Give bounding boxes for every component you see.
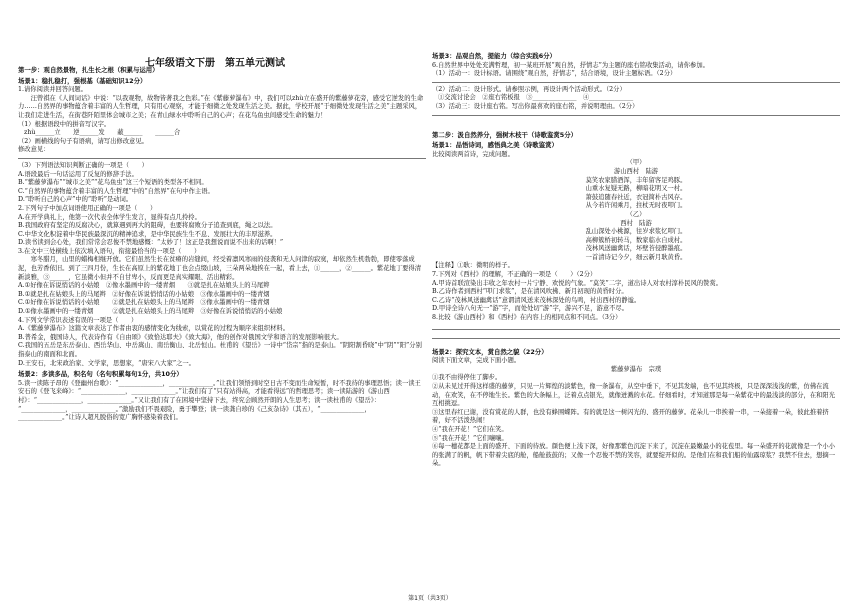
q6-sub2: （2）活动二：设计形式。请参照示例，再设计两个活动形式。（2分）	[432, 85, 626, 93]
q1-sub2: （2）画横线的句子有语病，请写出修改意见。	[18, 137, 148, 145]
page-title: 七年级语文下册 第五单元测试	[145, 58, 285, 69]
poem-line: 山重水复疑无路，柳暗花明又一村。	[585, 185, 687, 193]
q2-option-c: C.中华文化积淀着中华民族最深沉的精神追求，是中华民族生生不息、发展壮大的丰厚滋养。	[18, 230, 277, 238]
q3-stem: 3.在文中三处横线上依次填入语句，衔接最恰当的一项是（ ）	[18, 247, 201, 255]
poem-intro: 比较阅读两首诗，完成问题。	[432, 150, 514, 158]
q1-sub1: （1）根据语段中的拼音写汉字。	[18, 120, 111, 128]
poem-line: 茂林风送幽禽话，坏壁苔侵醉墨痕。	[585, 245, 687, 253]
poem-line: 高柳簇桥初转马，数家临水自成村。	[585, 236, 687, 244]
q5-text-continued: “______________，______________。”激励我们不畏艰险，勇于攀登；读一读龚自珍的《己亥杂诗》（其五），“______________，______________。”让诗人超凡脱俗的宽广胸怀感染着我们。	[18, 405, 371, 422]
q1-paragraph: 汪曾祺在《人间词话》中说：“以我观物，故物皆著我之色彩。”在《紫藤萝瀑布》中，我们可以zhù立在盛开的紫藤萝花旁，感受它逆发的生命力……自然界的事物蕴含着丰富的人生哲理，只有用心观察，才能于细微之处发现生活之美。据此，学校开展“于细微处发现生活之美”主题采风，让我们走进生活，在街巷阡陌里体会城市之美；在青山绿水中聆听自己的心声；在花鸟鱼虫间感受生命的魅力！	[18, 94, 424, 119]
q6-sub3: （3）活动三：设计座右铭。写出你最喜欢的座右铭，并说明理由。（2分）	[432, 102, 639, 110]
q4-stem: 4.下列文学常识表述有误的一项是（ ）	[18, 316, 138, 324]
poem-line: 一首清诗记今夕，细云新月耿黄昏。	[585, 253, 687, 261]
q6-stem: 6.自然世界中处处充满哲理，初一某班开展“观自然，抒情志”为主题的座右铭收集活动，请你参加。	[432, 61, 709, 69]
q7-option-d: D.甲诗全诗八句无一“游”字，而处处切“游”字，游兴不足，游意不尽。	[432, 305, 629, 313]
q3-option-row: A.①好像在诉说悄话的小姑娘 ②像水墨画中的一缕青烟 ③就是扎在姑娘头上的马尾辫	[18, 282, 270, 290]
q1-3-option-a: A.语段最后一句话运用了反复的修辞手法。	[18, 170, 138, 178]
q4-option-c: C.我国的五岳是东岳泰山、西岳华山、中岳嵩山、南岳衡山、北岳恒山。杜甫的《望岳》一诗中“岱宗”指的是泰山。“阴阳割昏晓”中“阴”“阳”分别指泰山的南面和北面。	[18, 342, 422, 358]
poem2-label: （乙）	[626, 210, 646, 218]
poetry-scene-heading: 场景1：品悟诗词，感悟典之美（诗歌鉴赏）	[432, 141, 558, 150]
q7-option-b: B.乙诗作者到西村“叩门求浆”，是在清风吹拂、新月初现的黄昏时分。	[432, 288, 628, 296]
article-paragraph: ②从未见过开得这样盛的藤萝，只见一片辉煌的淡紫色，像一条瀑布，从空中垂下，不见其发端，也不见其终极，只是深深浅浅的紫，仿佛在流动，在欢笑，在不停地生长。紫色的大条幅上，泛着点点银光，就像迸溅的水花。仔细看时，才知道那是每一朵紫花中的最浅淡的部分，在和阳光互相挑逗。	[432, 383, 835, 408]
article-paragraph: ①我不由得停住了脚步。	[432, 374, 502, 382]
q7-option-a: A.甲诗首联渲染出丰收之年农村一片宁静、欢悦的气象。“莫笑”二字，道出诗人对农村淳朴民风的赞赏。	[432, 279, 723, 287]
poem-line: 莫笑农家腊酒浑，丰年留客足鸡豚。	[585, 176, 687, 184]
reading-scene-heading: 场景2：探究文本，赏自然之貌（22分）	[432, 347, 548, 356]
poem2-title: 西村 陆游	[620, 219, 652, 227]
step1-heading: 第一步：观自然景物，扎生长之根（积累与运用）	[18, 66, 159, 74]
q1-sub3: （3）下列语法知识判断正确的一项是（ ）	[18, 161, 148, 169]
right-column	[432, 50, 840, 469]
q6-options: ①交流讨论会 ②座右铭板报 ③______________ ④______________	[438, 94, 634, 102]
q2-option-a: A.在开学典礼上，他第一次代表全体学生发言，显得有点几拎拎。	[18, 213, 201, 221]
poem1-label: （甲）	[626, 159, 646, 167]
poem-line: 从今若许闲乘月，拄杖无时夜叩门。	[585, 202, 687, 210]
q8-stem: 8.比较《游山西村》和《西村》在内容上的相同点和不同点。（3分）	[432, 314, 622, 322]
q4-option-b: B.普希金，俄国诗人，代表诗作有《自由颂》《致恰达耶夫》《致大海》，他的创作对俄国文学和语言的发展影响很大。	[18, 333, 343, 341]
poem-note: 【注释】①耿：微明的样子。	[432, 262, 514, 270]
left-column	[18, 64, 426, 423]
pinyin-blanks: zhù______立 逆______发 蔽______ ______合	[24, 129, 181, 137]
scene2-heading: 场景2：多读多品，积名句（名句积累每句1分，共10分）	[18, 370, 183, 379]
q7-stem: 7.下列对《西村》的理解，不正确的一项是（ ）（2分）	[432, 271, 597, 279]
q1-3-option-d: D.“聆听自己的心声”中的“聆听”是动词。	[18, 196, 133, 204]
poem1-title: 游山西村 陆游	[613, 167, 659, 175]
article-paragraph: ③这里春红已谢，没有赏花的人群，也没有蜂围蝶阵。有的就是这一树闪光的、盛开的藤萝。花朵儿一串挨着一串，一朵接着一朵，彼此推着挤着，好不活泼热闹！	[432, 408, 829, 425]
q1-3-option-c: C.“自然界的事物蕴含着丰富的人生哲理”中的“自然界”在句中作主语。	[18, 187, 214, 195]
q1-3-option-b: B.“紫藤萝瀑布”“城市之美”“花鸟鱼虫”这三个短语的类型各不相同。	[18, 179, 208, 187]
step2-heading: 第二步：汲自然养分，强树木枝干（诗歌鉴赏5分）	[432, 130, 578, 139]
scene3-heading: 场景3：品观自然，提能力（综合实践6分）	[432, 52, 556, 60]
q3-option-row: B.①就是扎在姑娘头上的马尾辫 ②好像在诉说悄悄话的小姑娘 ③像水墨画中的一缕青烟	[18, 290, 270, 298]
scene1-heading: 场景1：稳扎稳打，强根基（基础知识12分）	[18, 76, 147, 85]
q4-option-a: A.《紫藤萝瀑布》这篇文章表达了作者由衷的感情变化为线索，以赏花的过程为顺序来组织材料。	[18, 325, 290, 333]
fix-line: 修改意见：	[18, 146, 50, 154]
q2-stem: 2.下列句子中加点词语使用正确的一项是（ ）	[18, 204, 157, 212]
q7-option-c: C.乙诗“茂林风送幽禽话”意谓清风送来茂林深处的鸟鸣，衬出西村的静谧。	[432, 296, 641, 304]
article-paragraph: ⑥每一穗花都是上面的盛开、下面的待放。颜色便上浅下深，好像那紫色沉淀下来了，沉淀在最嫩最小的花苞里。每一朵盛开的花就像是一个小小的张满了的帆，帆下带着尖底的舱，船舱鼓鼓的；又像一个忍俊不禁的笑容，就要绽开似的。是他们在和我们船的仙露琼浆？我禁不住去，想摘一朵。	[432, 443, 835, 468]
page-footer: 第1页（共3页）	[408, 595, 452, 602]
q1-intro: 1.请你阅读并回答问题。	[18, 86, 87, 94]
poem-line: 乱山深处小桃源，往岁求浆忆叩门。	[585, 228, 687, 236]
q6-sub1: （1）活动一：设计标语。请围绕“观自然，抒情志”，结合语境，设计主题标语。（2分）	[432, 70, 677, 78]
reading-intro: 阅读下面文章，完成下面小题。	[432, 357, 521, 365]
answer-line	[432, 329, 840, 332]
article-title: 紫藤萝瀑布 宗璞	[610, 365, 662, 373]
article-paragraph: ④“我在开花！”它们在笑。	[432, 425, 508, 433]
q2-option-b: B.我国政府有坚定的反腐决心，就算遇到再大的阻碍，也要将腐败分子追查到底，绳之以法。	[18, 222, 277, 230]
q3-option-row: D.①像水墨画中的一缕青烟 ②就是扎在姑娘头上的马尾辫 ③好像在诉说悄悄话的小姑娘	[18, 308, 283, 316]
poem-line: 箫鼓追随春社近，衣冠简朴古风存。	[585, 193, 687, 201]
q4-option-d: D.王安石，北宋政治家、文学家，思想家，“唐宋八大家”之一。	[18, 359, 195, 367]
q5-text: 5.读一读陈子昂的《登幽州台歌》：“______________，______________。”让我们领悟到时空日古不变而生命短暂，时不我待的事理思悟；读一读王安石的《登飞来峰》：“______________，______________。”让我们有了“只有站得高，才能看得远”的哲理思考；读一读陆游的《游山西村》：“______________，______________。”又让我们有了在困境中坚持下去，终究会顾然开朗的人生思考；读一读杜甫的《望岳》：	[18, 379, 421, 404]
q3-text: 寒冬腊月，山里的蜡梅相继开放。它们虽然生长在贫瘠的岩缝间，经受着凛风寒雨的侵袭和无人问津的寂寞，却依然生机勃勃，即使零落成泥，也芳香依旧。到了三四月份，生长在高原上的紫花地丁也会点缀山坡，三朵两朵地挨在一起，看上去，①______，②______。紫花地丁要得清新淡雅，③______，它虽微小但并不自甘卑小，反而更是真实耀眼、活出精彩。	[18, 256, 421, 281]
article-paragraph: ⑤“我在开花！”它们嚷嚷。	[432, 434, 508, 442]
q3-option-row: C.①好像在诉说悄话的小姑娘 ②就是扎在姑娘头上的马尾辫 ③像水墨画中的一缕青烟	[18, 299, 270, 307]
q2-option-d: D.读书读到会心处，我们常常会忍俊不禁地感慨：“太妙了！这正是我想说而说不出来的话啊！”	[18, 239, 284, 247]
